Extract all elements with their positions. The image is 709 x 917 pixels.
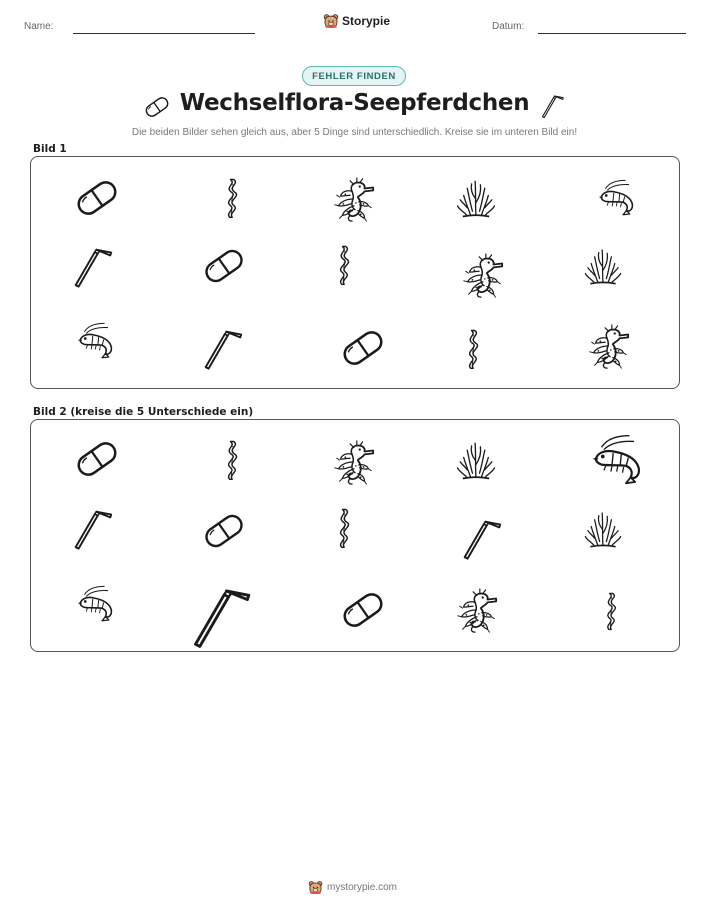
name-line[interactable] (73, 33, 255, 34)
date-label: Datum: (492, 21, 525, 32)
footer-logo (308, 880, 397, 895)
straw-icon (538, 91, 566, 119)
brand-name: Storypie (342, 14, 391, 28)
seaweed-icon (592, 586, 632, 636)
straw-icon (184, 578, 256, 650)
pill-icon (339, 586, 387, 634)
seahorse-icon (584, 322, 632, 372)
seaweed-icon (453, 324, 495, 374)
seaweed-icon (212, 174, 254, 222)
straw-icon (68, 503, 116, 551)
pill-icon (201, 508, 247, 554)
seahorse-icon (329, 439, 377, 487)
activity-badge: FEHLER FINDEN (302, 66, 406, 86)
coral-icon (582, 243, 624, 289)
bild2-label: Bild 2 (kreise die 5 Unterschiede ein) (33, 406, 254, 418)
shrimp-icon (596, 177, 640, 219)
footer-url[interactable]: mystorypie.com (327, 882, 398, 893)
pill-icon (201, 243, 247, 289)
coral-icon (454, 435, 498, 485)
pill-icon (339, 324, 387, 372)
page-title: Wechselflora-Seepferdchen (179, 90, 530, 116)
shrimp-icon (74, 583, 120, 625)
bear-icon (323, 13, 339, 29)
straw-icon (198, 323, 246, 371)
coral-icon (582, 505, 624, 553)
shrimp-icon (74, 320, 120, 362)
seahorse-icon (458, 252, 506, 300)
straw-icon (68, 241, 116, 289)
seaweed-icon (212, 435, 254, 485)
bild1-panel (30, 156, 680, 389)
bild1-label: Bild 1 (33, 143, 67, 155)
seaweed-icon (324, 503, 366, 553)
instructions: Die beiden Bilder sehen gleich aus, aber 5 Dinge sind unterschiedlich. Kreise sie im unteren Bild ein! (131, 127, 578, 138)
coral-icon (454, 174, 498, 222)
seahorse-icon (329, 176, 377, 224)
seahorse-icon (452, 587, 500, 635)
brand-logo (323, 13, 390, 29)
straw-icon (457, 513, 505, 561)
date-line[interactable] (538, 33, 686, 34)
seaweed-icon (324, 241, 366, 289)
name-label: Name: (24, 21, 54, 32)
bild2-panel[interactable] (30, 419, 680, 652)
pill-icon (73, 174, 121, 222)
shrimp-icon (586, 431, 652, 489)
pill-icon (73, 435, 121, 483)
bear-icon (308, 880, 323, 895)
